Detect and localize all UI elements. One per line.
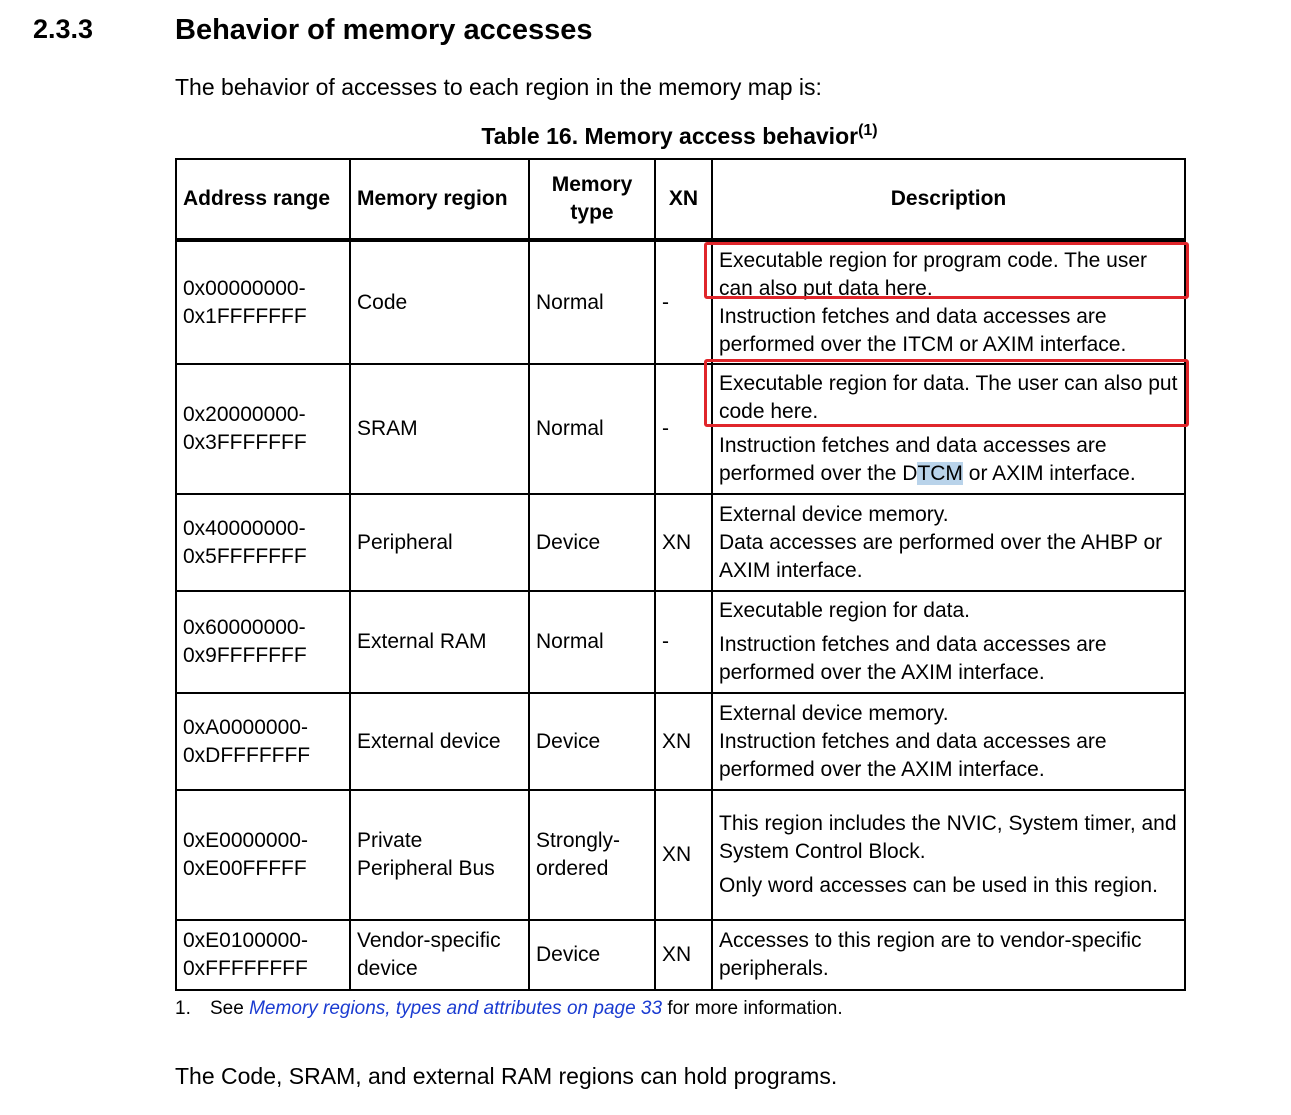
description-line: Instruction fetches and data accesses are performed over the DTCM or AXIM interface. (719, 434, 1136, 485)
cell-memory-type: Device (529, 920, 655, 990)
cell-xn: XN (655, 790, 712, 920)
cell-description (712, 693, 1185, 790)
header-memory-region: Memory region (350, 159, 529, 240)
description-line: Instruction fetches and data accesses are performed over the AXIM interface. (719, 633, 1107, 684)
footnote-link[interactable]: Memory regions, types and attributes on page 33 (249, 998, 663, 1019)
footnote-number: 1. (175, 998, 191, 1019)
cell-memory-type: Device (529, 693, 655, 790)
header-xn: XN (655, 159, 712, 240)
cell-memory-region: External device (350, 693, 529, 790)
cell-memory-type: Device (529, 494, 655, 591)
description-line: Executable region for data. (719, 599, 970, 622)
cell-description (712, 494, 1185, 591)
description-line: Data accesses are performed over the AHBP or AXIM interface. (719, 530, 1163, 582)
cell-description (712, 920, 1185, 990)
description-line: Instruction fetches and data accesses are performed over the AXIM interface. (719, 729, 1107, 781)
description-line: External device memory. (719, 701, 949, 725)
cell-memory-region: Private Peripheral Bus (350, 790, 529, 920)
table-row (176, 591, 1185, 693)
cell-xn: XN (655, 494, 712, 591)
table-row (176, 790, 1185, 920)
cell-memory-region: Peripheral (350, 494, 529, 591)
cell-xn: - (655, 591, 712, 693)
cell-memory-region: Code (350, 240, 529, 364)
annotation-highlight-box (704, 242, 1189, 299)
cell-address-range: 0x60000000- 0x9FFFFFFF (176, 591, 350, 693)
description-line: Instruction fetches and data accesses are performed over the ITCM or AXIM interface. (719, 304, 1127, 356)
table-footnote (175, 998, 843, 1020)
table-header-row (176, 159, 1185, 240)
intro-paragraph: The behavior of accesses to each region in the memory map is: (175, 74, 822, 100)
annotation-highlight-box (704, 359, 1189, 427)
footnote-suffix: for more information. (662, 998, 843, 1019)
table-row (176, 693, 1185, 790)
cell-memory-type: Normal (529, 364, 655, 494)
cell-memory-region: SRAM (350, 364, 529, 494)
description-line: This region includes the NVIC, System timer, and System Control Block. (719, 812, 1177, 863)
cell-address-range: 0xE0000000- 0xE00FFFFF (176, 790, 350, 920)
table-row (176, 920, 1185, 990)
selected-text[interactable]: TCM (917, 462, 963, 485)
cell-address-range: 0xA0000000- 0xDFFFFFFF (176, 693, 350, 790)
description-line: Accesses to this region are to vendor-specific peripherals. (719, 929, 1142, 980)
cell-xn: XN (655, 920, 712, 990)
cell-address-range: 0x20000000- 0x3FFFFFFF (176, 364, 350, 494)
table-caption-note: (1) (858, 122, 878, 139)
table-row (176, 494, 1185, 591)
description-line: Executable region for data. The user can also put code here. (719, 372, 1178, 423)
footnote-prefix: See (210, 998, 250, 1019)
description-line: External device memory. (719, 502, 949, 526)
cell-address-range: 0x40000000- 0x5FFFFFFF (176, 494, 350, 591)
cell-memory-type: Strongly-ordered (529, 790, 655, 920)
cell-xn: - (655, 364, 712, 494)
description-line: Executable region for program code. The user can also put data here. (719, 248, 1148, 300)
cell-address-range: 0x00000000- 0x1FFFFFFF (176, 240, 350, 364)
section-title: Behavior of memory accesses (175, 14, 593, 46)
table-caption-text: Table 16. Memory access behavior (481, 123, 859, 149)
cell-memory-region: External RAM (350, 591, 529, 693)
cell-memory-type: Normal (529, 240, 655, 364)
cell-xn: - (655, 240, 712, 364)
header-address-range: Address range (176, 159, 350, 240)
table-caption (175, 122, 1184, 150)
cell-xn: XN (655, 693, 712, 790)
closing-paragraph: The Code, SRAM, and external RAM regions can hold programs. (175, 1063, 838, 1089)
cell-description (712, 591, 1185, 693)
section-number: 2.3.3 (33, 14, 94, 44)
cell-description (712, 790, 1185, 920)
header-description: Description (712, 159, 1185, 240)
description-line: Only word accesses can be used in this region. (719, 874, 1158, 897)
cell-memory-type: Normal (529, 591, 655, 693)
cell-memory-region: Vendor-specific device (350, 920, 529, 990)
header-memory-type: Memory type (529, 159, 655, 240)
cell-address-range: 0xE0100000- 0xFFFFFFFF (176, 920, 350, 990)
